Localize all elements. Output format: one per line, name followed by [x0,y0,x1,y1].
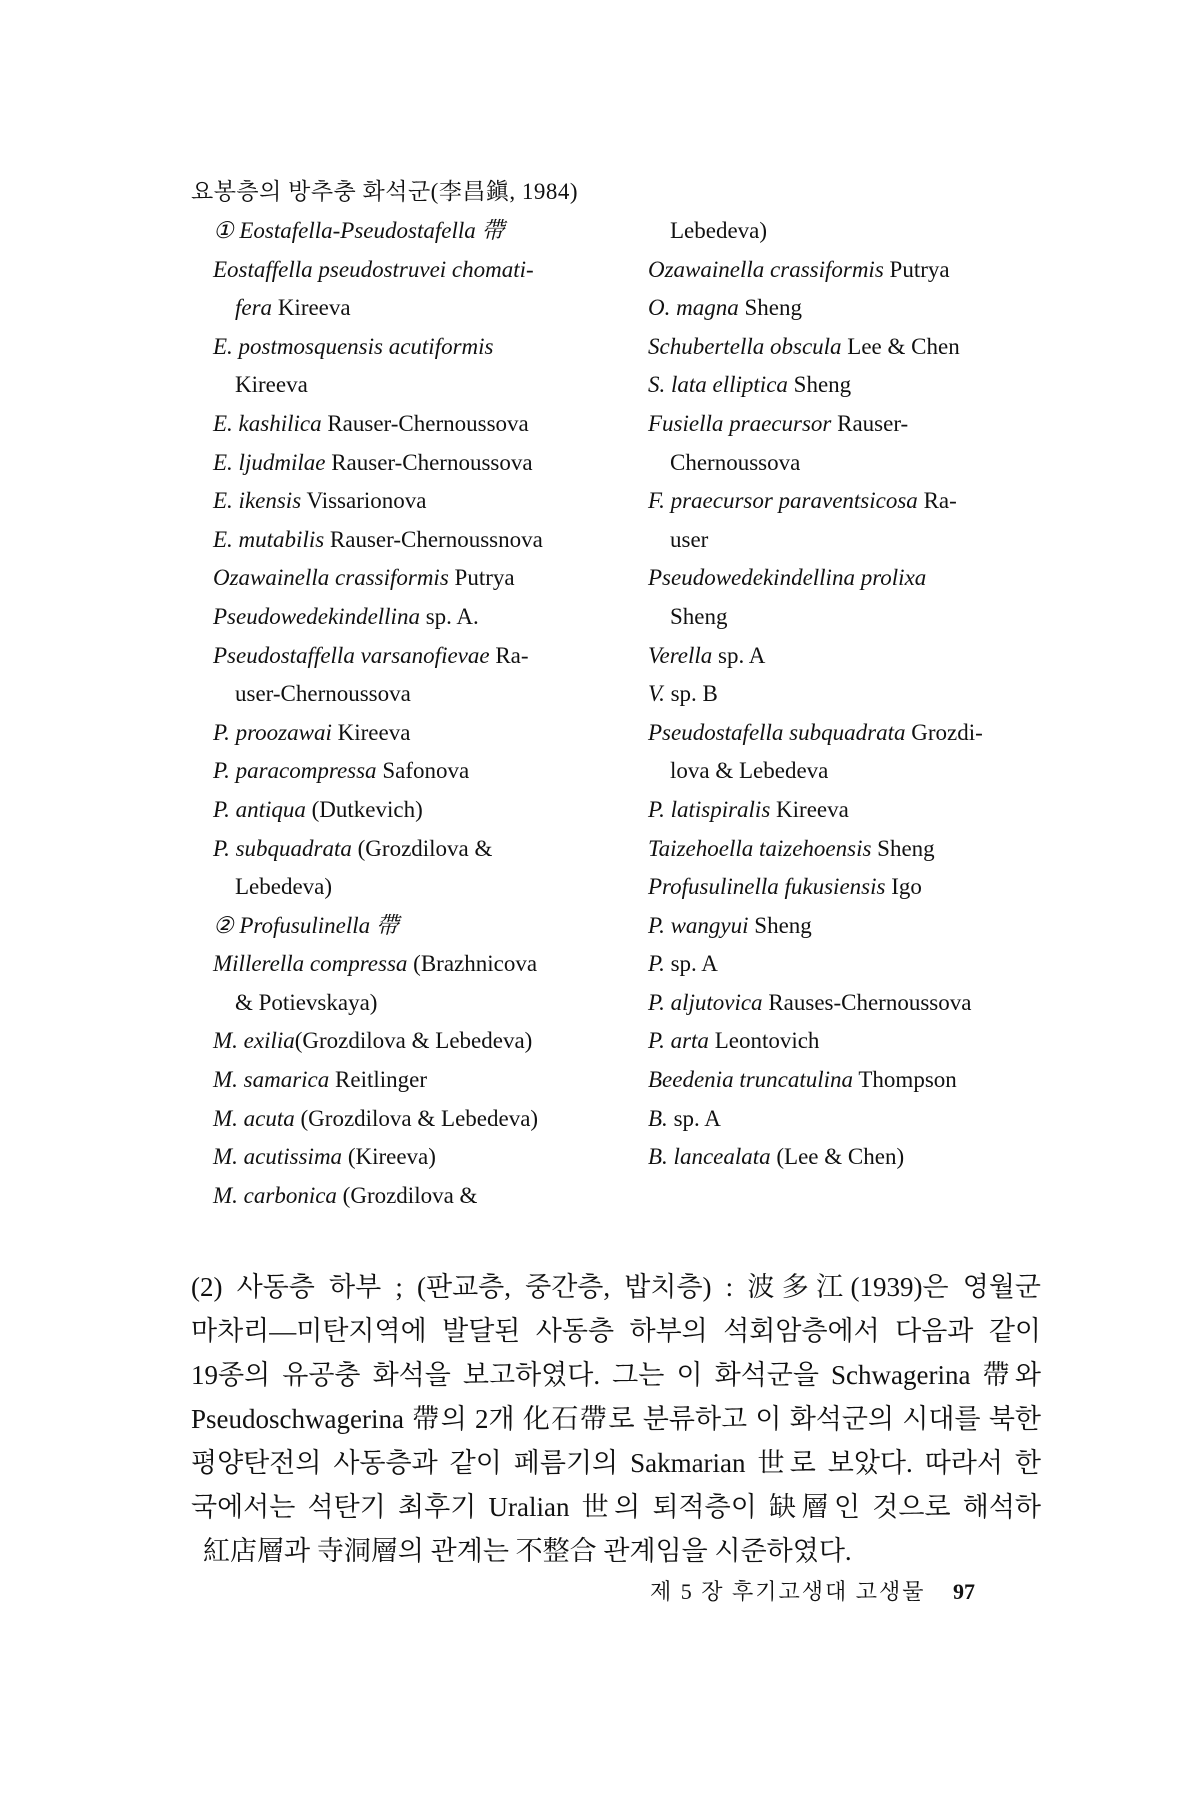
species-author: Rauser-Chernoussova [325,449,533,475]
species-name: Verella [648,642,713,668]
species-name: M. carbonica [213,1182,337,1208]
species-list-left [213,212,633,1215]
species-name: Eostaffella pseudostruvei chomati- [213,256,534,282]
species-name: Beedenia truncatulina [648,1067,854,1093]
species-entry [213,1022,633,1061]
species-entry [648,1061,1048,1100]
body-line: (2) 사동층 하부 ; (판교층, 중간층, 밥치층) : 波多江(1939)은 영월군 [191,1272,1041,1302]
species-name: P. wangyui [648,912,749,938]
species-list-right [648,212,1048,1177]
species-entry [213,752,633,791]
species-name: E. kashilica [213,410,322,436]
body-line: 紅店層과 寺洞層의 관계는 不整合 관계임을 시준하였다. [203,1536,852,1566]
species-author: Sheng [670,603,728,629]
species-author: Thompson [853,1067,957,1093]
species-name: Ozawainella crassiformis [648,256,884,282]
species-name: O. magna [648,295,739,321]
species-name: Pseudostaffella varsanofievae [213,642,490,668]
species-author: Kireeva [272,295,351,321]
species-name: F. praecursor paraventsicosa [648,488,918,514]
species-entry [648,791,1048,830]
species-name: Profusulinella fukusiensis [648,874,886,900]
species-name: E. mutabilis [213,526,325,552]
species-author: Sheng [748,912,812,938]
species-entry [648,212,1048,251]
species-author: (Dutkevich) [305,796,423,822]
species-name: M. acutissima [213,1144,343,1170]
species-entry [648,830,1048,869]
species-name: Pseudostafella subquadrata [648,719,906,745]
species-entry [648,637,1048,676]
species-entry [648,907,1048,946]
species-author: Lebedeva) [235,874,333,900]
species-name: B. [648,1105,668,1131]
species-author: (Lee & Chen) [770,1144,905,1170]
species-author: Rauser-Chernoussova [321,410,529,436]
species-entry [213,366,633,405]
body-line: 마차리—미탄지역에 발달된 사동층 하부의 석회암층에서 다음과 같이 [191,1316,1041,1346]
species-name: P. subquadrata [213,835,352,861]
species-name: M. exilia [213,1028,295,1054]
species-entry [213,714,633,753]
species-entry [213,907,633,946]
species-entry [213,830,633,869]
species-entry [648,289,1048,328]
species-author: Putrya [883,256,950,282]
species-name: P. proozawai [213,719,332,745]
species-entry [213,289,633,328]
species-entry [213,945,633,984]
species-entry [648,405,1048,444]
species-author: Vissarionova [301,488,427,514]
species-entry [213,984,633,1023]
species-author: sp. A [667,1105,721,1131]
species-name: M. samarica [213,1067,330,1093]
species-author: Rauser-Chernoussnova [324,526,543,552]
species-name: Taizehoella taizehoensis [648,835,872,861]
species-entry [213,251,633,290]
chapter-title: 제 5 장 후기고생대 고생물 [650,1579,926,1604]
species-entry [648,521,1048,560]
species-name: Pseudowedekindellina prolixa [648,565,927,591]
body-line: 19종의 유공충 화석을 보고하였다. 그는 이 화석군을 Schwagerina 帶와 [191,1360,1041,1390]
species-author: (Grozdilova & [336,1182,478,1208]
species-entry [648,1022,1048,1061]
species-entry [648,984,1048,1023]
species-author: sp. B [664,681,718,707]
species-entry [648,598,1048,637]
species-author: Reitlinger [329,1067,428,1093]
species-entry [648,1138,1048,1177]
species-author: Kireeva [770,796,849,822]
species-entry [213,328,633,367]
species-author: user-Chernoussova [235,681,411,707]
section-heading: 요봉층의 방추충 화석군(李昌鎭, 1984) [191,179,578,204]
species-entry [213,791,633,830]
species-name: ① Eostafella-Pseudostafella 帶 [213,218,505,243]
species-name: Fusiella praecursor [648,410,832,436]
species-entry [648,482,1048,521]
species-author: sp. A [712,642,766,668]
species-entry [648,868,1048,907]
species-author: sp. A. [419,603,479,629]
species-name: P. aljutovica [648,989,763,1015]
species-entry [213,521,633,560]
species-name: E. ikensis [213,488,302,514]
species-entry [648,714,1048,753]
species-author: & Potievskaya) [235,989,378,1015]
species-entry [213,1138,633,1177]
species-name: P. arta [648,1028,709,1054]
species-author: Kireeva [235,372,308,398]
species-author: Safonova [376,758,470,784]
species-author: Ra- [917,488,957,514]
species-name: Ozawainella crassiformis [213,565,449,591]
body-line: Pseudoschwagerina 帶의 2개 化石帶로 분류하고 이 화석군의 시대를 북한 [191,1404,1041,1434]
species-entry [648,945,1048,984]
species-author: sp. A [664,951,718,977]
species-author: (Grozdilova & Lebedeva) [294,1028,533,1054]
species-author: (Brazhnicova [407,951,538,977]
body-line: 국에서는 석탄기 최후기 Uralian 世의 퇴적층이 缺層인 것으로 해석하 [191,1492,1041,1522]
species-author: Igo [885,874,922,900]
species-author: lova & Lebedeva [670,758,829,784]
species-entry [213,1177,633,1216]
species-author: Lebedeva) [670,218,768,243]
species-name: Schubertella obscula [648,333,842,359]
species-entry [648,1100,1048,1139]
species-name: E. postmosquensis acutiformis [213,333,494,359]
species-author: Sheng [738,295,802,321]
species-name: B. lancealata [648,1144,771,1170]
species-entry [648,444,1048,483]
species-name: P. paracompressa [213,758,377,784]
species-name: E. ljudmilae [213,449,326,475]
species-entry [648,752,1048,791]
species-author: Sheng [787,372,852,398]
species-entry [213,675,633,714]
species-author: Sheng [871,835,935,861]
species-name: P. [648,951,665,977]
species-author: Chernoussova [670,449,801,475]
species-name: Pseudowedekindellina [213,603,420,629]
species-author: Leontovich [708,1028,820,1054]
body-paragraph [191,1265,1041,1573]
species-entry [213,1061,633,1100]
species-entry [648,559,1048,598]
species-author: Ra- [489,642,529,668]
species-entry [213,1100,633,1139]
species-entry [213,444,633,483]
species-name: S. lata elliptica [648,372,788,398]
species-entry [213,405,633,444]
species-author: Grozdi- [905,719,983,745]
species-entry [213,868,633,907]
species-entry [648,675,1048,714]
species-author: user [670,526,709,552]
species-author: (Kireeva) [342,1144,436,1170]
species-name: ② Profusulinella 帶 [213,912,399,938]
species-entry [648,366,1048,405]
species-author: Kireeva [331,719,411,745]
page-number: 97 [953,1579,976,1604]
species-entry [213,559,633,598]
body-line: 평양탄전의 사동층과 같이 페름기의 Sakmarian 世로 보았다. 따라서 한 [191,1448,1041,1478]
species-name: P. antiqua [213,796,306,822]
species-author: (Grozdilova & Lebedeva) [294,1105,539,1131]
species-entry [648,251,1048,290]
species-author: Putrya [448,565,515,591]
species-name: M. acuta [213,1105,295,1131]
species-author: Lee & Chen [841,333,960,359]
species-name: V. [648,681,665,707]
species-entry [648,328,1048,367]
species-name: Millerella compressa [213,951,408,977]
species-author: Rauser- [831,410,909,436]
page-footer [650,1575,975,1606]
species-entry [213,212,633,251]
species-author: (Grozdilova & [351,835,493,861]
species-entry [213,598,633,637]
species-name: P. latispiralis [648,796,771,822]
species-entry [213,482,633,521]
species-author: Rauses-Chernoussova [762,989,972,1015]
species-entry [213,637,633,676]
species-name: fera [235,295,273,321]
